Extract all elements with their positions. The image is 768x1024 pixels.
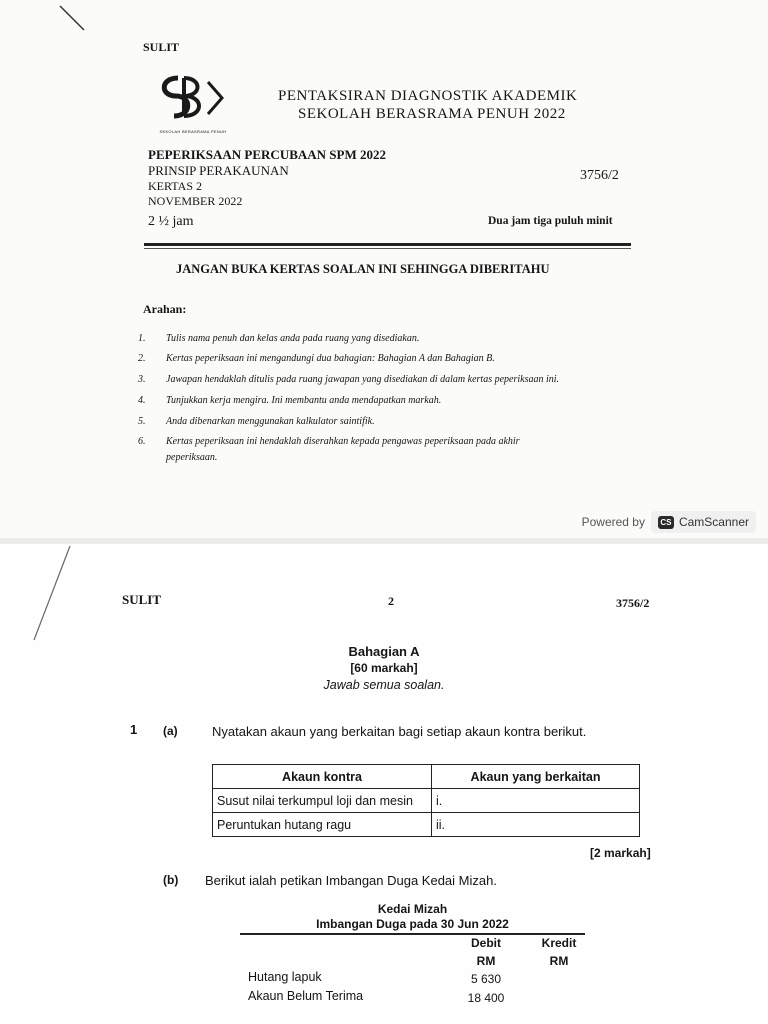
table-row [213,813,640,837]
instruction-item: 3. Jawapan hendaklah ditulis pada ruang jawapan yang disediakan di dalam kertas peperiksaan ini. [138,374,560,385]
trial-balance-debit: 18 400 [467,991,505,1005]
camscanner-icon: CS [658,516,674,529]
camscanner-watermark [582,511,756,533]
trial-balance-item: Akaun Belum Terima [248,989,364,1003]
org-title-line-2: SEKOLAH BERASRAMA PENUH 2022 [298,106,566,122]
duration: 2 ½ jam [148,214,194,229]
org-title-line-1: PENTAKSIRAN DIAGNOSTIK AKADEMIK [278,88,578,104]
do-not-open-warning: JANGAN BUKA KERTAS SOALAN INI SEHINGGA DIBERITAHU [176,262,550,276]
section-title: Bahagian A [348,644,420,659]
credit-unit: RM [549,954,569,968]
part-a-marks: [2 markah] [590,846,651,860]
trial-balance-item: Hutang lapuk [248,970,322,984]
scan-artifact-line [58,4,88,34]
duration-words: Dua jam tiga puluh minit [488,215,613,227]
exam-question-page [0,544,768,1024]
exam-name: PEPERIKSAAN PERCUBAAN SPM 2022 [148,147,386,162]
paper-code: 3756/2 [580,168,619,183]
instruction-item-continued: peperiksaan. [166,452,218,463]
logo-caption: SEKOLAH BERASRAMA PENUH [159,129,227,134]
sbp-logo-icon [154,72,234,124]
instructions-heading: Arahan: [143,302,187,316]
question-part-a-label: (a) [163,724,178,738]
sulit-label: SULIT [143,40,180,54]
table-cell: Peruntukan hutang ragu [213,813,432,837]
header-divider-thin [144,248,631,249]
paper-code: 3756/2 [616,596,650,610]
answer-all-instruction: Jawab semua soalan. [323,678,445,692]
debit-column-header: Debit [471,936,501,950]
trial-balance-subtitle: Imbangan Duga pada 30 Jun 2022 [316,917,509,931]
sbp-logo [154,72,234,134]
table-header-row [213,765,640,789]
question-number: 1 [130,722,138,737]
powered-by-label: Powered by [581,515,645,529]
instruction-item: 4. Tunjukkan kerja mengira. Ini membantu anda mendapatkan markah. [138,395,442,406]
question-part-a-text: Nyatakan akaun yang berkaitan bagi setiap akaun kontra berikut. [212,724,587,739]
header-divider [144,243,631,246]
instruction-item: 6. Kertas peperiksaan ini hendaklah diserahkan kepada pengawas peperiksaan pada akhir [138,436,520,447]
camscanner-label: CamScanner [678,515,749,529]
subject-name: PRINSIP PERAKAUNAN [148,163,289,178]
paper-number: KERTAS 2 [148,179,202,193]
answer-cell: ii. [432,813,640,837]
trial-balance-debit: 5 630 [470,972,502,986]
table-header: Akaun kontra [213,765,432,789]
trial-balance-divider [240,933,585,935]
table-row [213,789,640,813]
sulit-label: SULIT [122,592,162,607]
page-number: 2 [388,594,394,608]
section-marks: [60 markah] [350,661,418,675]
table-header: Akaun yang berkaitan [432,765,640,789]
instruction-item: 2. Kertas peperiksaan ini mengandungi dua bahagian: Bahagian A dan Bahagian B. [138,353,495,364]
contra-account-table [212,764,640,837]
credit-column-header: Kredit [541,936,577,950]
trial-balance-title: Kedai Mizah [377,902,448,916]
debit-unit: RM [476,954,496,968]
instruction-item: 1. Tulis nama penuh dan kelas anda pada ruang yang disediakan. [138,333,420,344]
instruction-item: 5. Anda dibenarkan menggunakan kalkulator saintifik. [138,416,375,427]
question-part-b-text: Berikut ialah petikan Imbangan Duga Kedai Mizah. [205,873,497,888]
scan-artifact-line [30,544,76,644]
camscanner-badge [651,511,756,533]
answer-cell: i. [432,789,640,813]
exam-month: NOVEMBER 2022 [148,194,243,208]
question-part-b-label: (b) [163,873,179,887]
table-cell: Susut nilai terkumpul loji dan mesin [213,789,432,813]
